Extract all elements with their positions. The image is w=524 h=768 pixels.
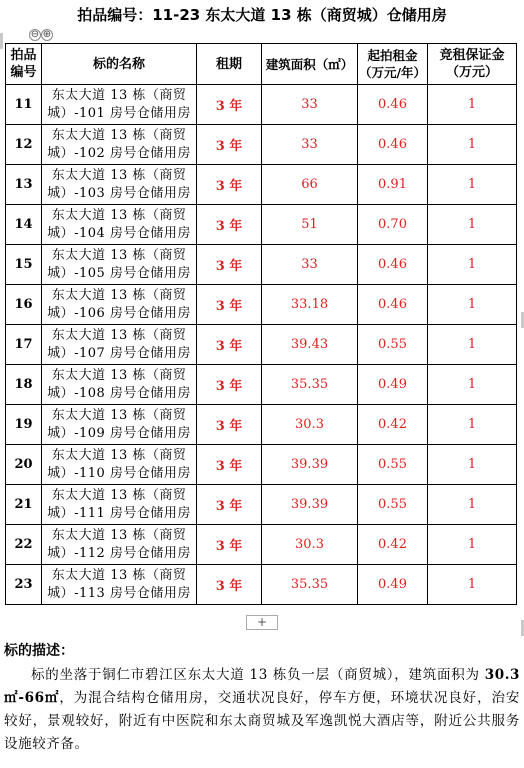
- rent-cell: 0.91: [358, 165, 428, 205]
- description-heading: 标的描述：: [4, 643, 74, 659]
- lot-name-cell: 东太大道 13 栋（商贸城）-108 房号仓储用房: [42, 365, 197, 405]
- term-cell: 3 年: [197, 445, 262, 485]
- area-cell: 39.43: [262, 325, 358, 365]
- area-cell: 33.18: [262, 285, 358, 325]
- header-deposit: 竞租保证金（万元）: [428, 44, 517, 85]
- area-cell: 33: [262, 85, 358, 125]
- deposit-cell: 1: [428, 245, 517, 285]
- header-rent: 起拍租金（万元/年）: [358, 44, 428, 85]
- deposit-cell: 1: [428, 365, 517, 405]
- term-cell: 3 年: [197, 365, 262, 405]
- lot-name-cell: 东太大道 13 栋（商贸城）-101 房号仓储用房: [42, 85, 197, 125]
- deposit-cell: 1: [428, 565, 517, 605]
- table-row: [6, 205, 517, 245]
- lot-name-cell: 东太大道 13 栋（商贸城）-113 房号仓储用房: [42, 565, 197, 605]
- table-row: [6, 325, 517, 365]
- term-cell: 3 年: [197, 525, 262, 565]
- deposit-cell: 1: [428, 325, 517, 365]
- description-area-range: 30.3㎡-66㎡: [4, 667, 520, 706]
- table-row: [6, 445, 517, 485]
- header-lot-no: 拍品编号: [6, 44, 42, 85]
- table-row: [6, 85, 517, 125]
- term-cell: 3 年: [197, 285, 262, 325]
- deposit-cell: 1: [428, 205, 517, 245]
- deposit-cell: 1: [428, 405, 517, 445]
- table-row: [6, 125, 517, 165]
- table-row: [6, 525, 517, 565]
- deposit-cell: 1: [428, 125, 517, 165]
- collapse-icon[interactable]: ⊖: [30, 29, 40, 40]
- rent-cell: 0.42: [358, 525, 428, 565]
- term-cell: 3 年: [197, 405, 262, 445]
- rent-cell: 0.49: [358, 365, 428, 405]
- lot-number-cell: 14: [6, 205, 42, 245]
- lot-name-cell: 东太大道 13 栋（商贸城）-111 房号仓储用房: [42, 485, 197, 525]
- lot-number-cell: 16: [6, 285, 42, 325]
- area-cell: 51: [262, 205, 358, 245]
- deposit-cell: 1: [428, 85, 517, 125]
- lot-name-cell: 东太大道 13 栋（商贸城）-109 房号仓储用房: [42, 405, 197, 445]
- deposit-cell: 1: [428, 525, 517, 565]
- header-term: 租期: [197, 44, 262, 85]
- lot-number-cell: 19: [6, 405, 42, 445]
- lot-number-cell: 23: [6, 565, 42, 605]
- table-row: [6, 245, 517, 285]
- lot-number-cell: 11: [6, 85, 42, 125]
- term-cell: 3 年: [197, 205, 262, 245]
- term-cell: 3 年: [197, 85, 262, 125]
- rent-cell: 0.70: [358, 205, 428, 245]
- term-cell: 3 年: [197, 485, 262, 525]
- term-cell: 3 年: [197, 125, 262, 165]
- table-row: [6, 565, 517, 605]
- lot-number-cell: 15: [6, 245, 42, 285]
- lot-number-cell: 21: [6, 485, 42, 525]
- lot-table: [5, 43, 517, 605]
- area-cell: 39.39: [262, 485, 358, 525]
- rent-cell: 0.46: [358, 245, 428, 285]
- lot-name-cell: 东太大道 13 栋（商贸城）-110 房号仓储用房: [42, 445, 197, 485]
- area-cell: 30.3: [262, 525, 358, 565]
- description-text-before: 标的坐落于铜仁市碧江区东太大道 13 栋负一层（商贸城），建筑面积为: [31, 667, 485, 683]
- rent-cell: 0.55: [358, 325, 428, 365]
- area-cell: 35.35: [262, 565, 358, 605]
- lot-number-cell: 12: [6, 125, 42, 165]
- header-name: 标的名称: [42, 44, 197, 85]
- lot-name-cell: 东太大道 13 栋（商贸城）-112 房号仓储用房: [42, 525, 197, 565]
- deposit-cell: 1: [428, 445, 517, 485]
- deposit-cell: 1: [428, 285, 517, 325]
- lot-number-cell: 20: [6, 445, 42, 485]
- table-row: [6, 405, 517, 445]
- rent-cell: 0.42: [358, 405, 428, 445]
- area-cell: 33: [262, 125, 358, 165]
- table-row: [6, 285, 517, 325]
- area-cell: 35.35: [262, 365, 358, 405]
- table-row: [6, 165, 517, 205]
- lot-number-cell: 17: [6, 325, 42, 365]
- add-row-button[interactable]: +: [246, 615, 278, 630]
- lot-name-cell: 东太大道 13 栋（商贸城）-107 房号仓储用房: [42, 325, 197, 365]
- description-text: [4, 664, 520, 756]
- table-row: [6, 365, 517, 405]
- rent-cell: 0.55: [358, 485, 428, 525]
- rent-cell: 0.46: [358, 285, 428, 325]
- rent-cell: 0.49: [358, 565, 428, 605]
- term-cell: 3 年: [197, 325, 262, 365]
- lot-name-cell: 东太大道 13 栋（商贸城）-106 房号仓储用房: [42, 285, 197, 325]
- rent-cell: 0.46: [358, 85, 428, 125]
- area-cell: 66: [262, 165, 358, 205]
- rent-cell: 0.55: [358, 445, 428, 485]
- lot-number-cell: 18: [6, 365, 42, 405]
- lot-number-cell: 13: [6, 165, 42, 205]
- area-cell: 33: [262, 245, 358, 285]
- term-cell: 3 年: [197, 245, 262, 285]
- table-row: [6, 485, 517, 525]
- rent-cell: 0.46: [358, 125, 428, 165]
- deposit-cell: 1: [428, 165, 517, 205]
- row-handle[interactable]: [0, 33, 3, 49]
- description-text-after: ，为混合结构仓储用房，交通状况良好，停车方便，环境状况良好，治安较好，景观较好，附近有中医院和东太商贸城及军逸凯悦大酒店等，附近公共服务设施较齐备。: [4, 690, 520, 752]
- page-title: 拍品编号：11-23 东太大道 13 栋（商贸城）仓储用房: [77, 6, 447, 24]
- area-cell: 39.39: [262, 445, 358, 485]
- lot-name-cell: 东太大道 13 栋（商贸城）-105 房号仓储用房: [42, 245, 197, 285]
- table-header-row: [6, 44, 517, 85]
- term-cell: 3 年: [197, 165, 262, 205]
- lot-name-cell: 东太大道 13 栋（商贸城）-102 房号仓储用房: [42, 125, 197, 165]
- term-cell: 3 年: [197, 565, 262, 605]
- deposit-cell: 1: [428, 485, 517, 525]
- lot-name-cell: 东太大道 13 栋（商贸城）-103 房号仓储用房: [42, 165, 197, 205]
- lot-name-cell: 东太大道 13 栋（商贸城）-104 房号仓储用房: [42, 205, 197, 245]
- header-area: 建筑面积（㎡）: [262, 44, 358, 85]
- area-cell: 30.3: [262, 405, 358, 445]
- expand-icon[interactable]: ⊕: [42, 29, 52, 40]
- lot-number-cell: 22: [6, 525, 42, 565]
